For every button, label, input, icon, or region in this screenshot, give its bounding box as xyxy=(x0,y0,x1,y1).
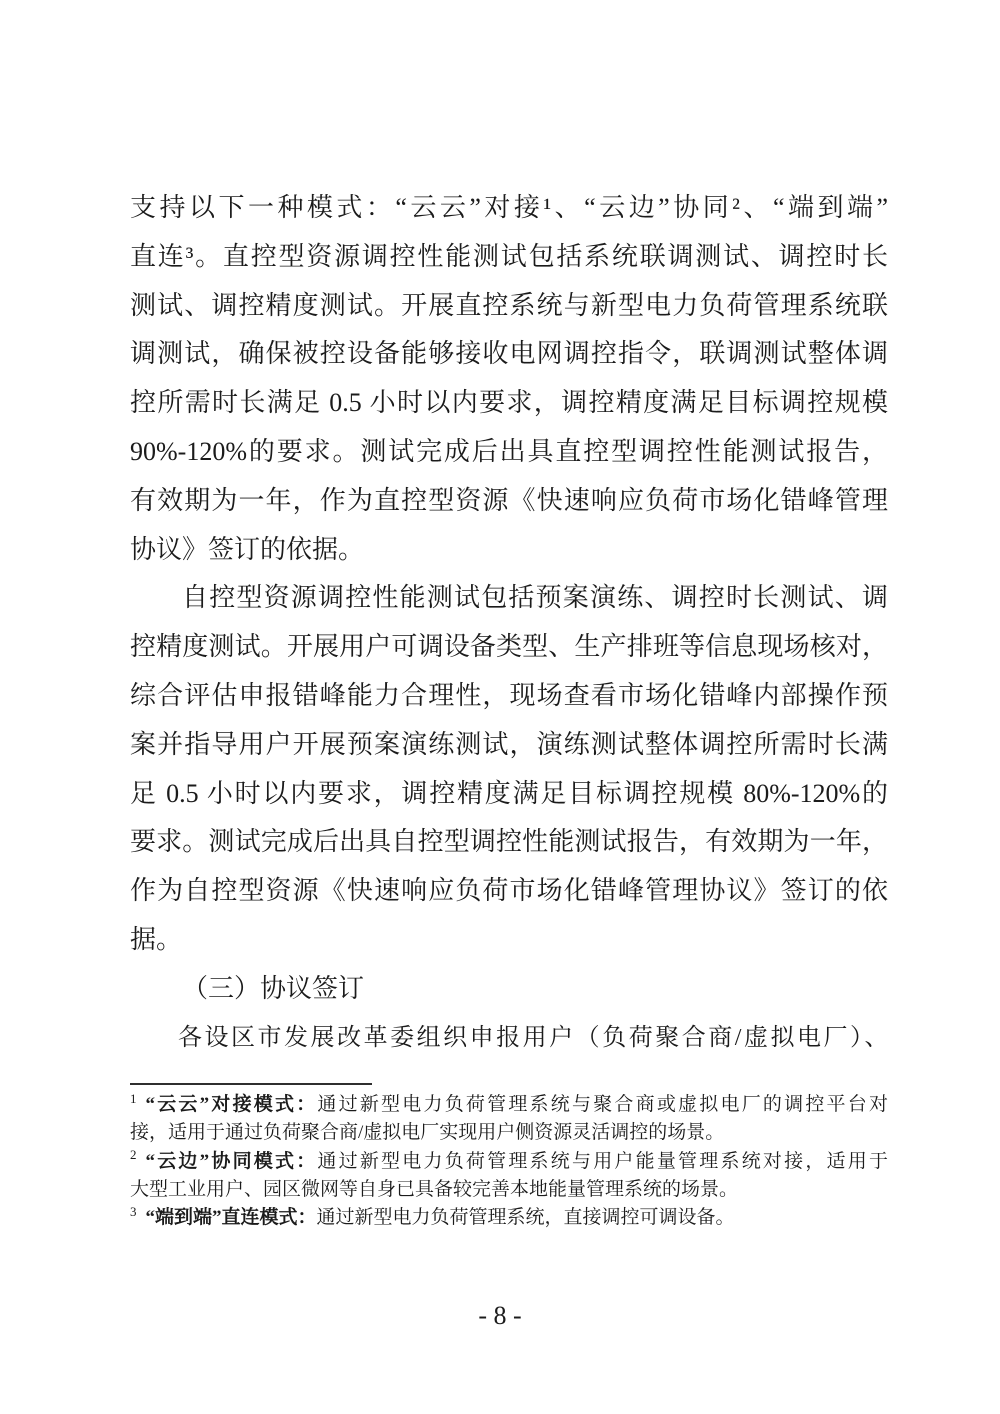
body-text xyxy=(130,184,888,1062)
body-line: 直连³。直控型资源调控性能测试包括系统联调测试、调控时长 xyxy=(130,241,888,271)
body-line: 调测试，确保被控设备能够接收电网调控指令，联调测试整体调 xyxy=(130,339,888,369)
body-line: 各设区市发展改革委组织申报用户（负荷聚合商/虚拟电厂）、 xyxy=(178,1024,888,1051)
body-line: 据。 xyxy=(130,924,183,954)
footnote-text: 通过新型电力负荷管理系统与用户能量管理系统对接，适用于 xyxy=(317,1150,888,1172)
footnote-line xyxy=(130,1204,888,1232)
footnote-label: “云边”协同模式： xyxy=(145,1150,318,1172)
body-line: 控所需时长满足 0.5 小时以内要求，调控精度满足目标调控规模 xyxy=(130,388,888,418)
body-line: 支持以下一种模式：“云云”对接¹、“云边”协同²、“端到端” xyxy=(130,193,888,222)
body-line: 综合评估申报错峰能力合理性，现场查看市场化错峰内部操作预 xyxy=(130,680,888,710)
body-line: 足 0.5 小时以内要求，调控精度满足目标调控规模 80%-120%的 xyxy=(130,778,888,808)
body-line: 作为自控型资源《快速响应负荷市场化错峰管理协议》签订的依 xyxy=(130,876,888,906)
footnote-line: 接，适用于通过负荷聚合商/虚拟电厂实现用户侧资源灵活调控的场景。 xyxy=(130,1122,725,1144)
footnote-marker: 3 xyxy=(130,1204,137,1219)
body-line: 协议》签订的依据。 xyxy=(130,534,365,564)
footnote-label: “云云”对接模式： xyxy=(145,1094,318,1115)
footnote-marker: 2 xyxy=(130,1147,137,1163)
page-number: - 8 - xyxy=(478,1301,522,1330)
footnote-text: 通过新型电力负荷管理系统，直接调控可调设备。 xyxy=(316,1207,735,1229)
body-line: 自控型资源调控性能测试包括预案演练、调控时长测试、调 xyxy=(182,583,888,613)
body-line: 测试、调控精度测试。开展直控系统与新型电力负荷管理系统联 xyxy=(130,290,888,320)
body-line: 90%-120%的要求。测试完成后出具直控型调控性能测试报告， xyxy=(130,436,888,466)
body-line: 要求。测试完成后出具自控型调控性能测试报告，有效期为一年， xyxy=(130,827,888,857)
footnote-label: “端到端”直连模式： xyxy=(145,1207,317,1229)
footnote-line: 大型工业用户、园区微网等自身已具备较完善本地能量管理系统的场景。 xyxy=(130,1178,739,1200)
body-line: 有效期为一年，作为直控型资源《快速响应负荷市场化错峰管理 xyxy=(130,485,888,515)
footnote-text: 通过新型电力负荷管理系统与聚合商或虚拟电厂的调控平台对 xyxy=(317,1094,888,1115)
body-line: 案并指导用户开展预案演练测试，演练测试整体调控所需时长满 xyxy=(130,729,888,759)
footnote-line xyxy=(130,1148,888,1176)
section-heading: （三）协议签订 xyxy=(182,973,365,1003)
footnotes xyxy=(130,1091,888,1232)
footnote-separator xyxy=(130,1083,372,1085)
body-line: 控精度测试。开展用户可调设备类型、生产排班等信息现场核对， xyxy=(130,632,888,662)
footnote-line xyxy=(130,1091,888,1119)
footnote-marker: 1 xyxy=(130,1091,137,1106)
